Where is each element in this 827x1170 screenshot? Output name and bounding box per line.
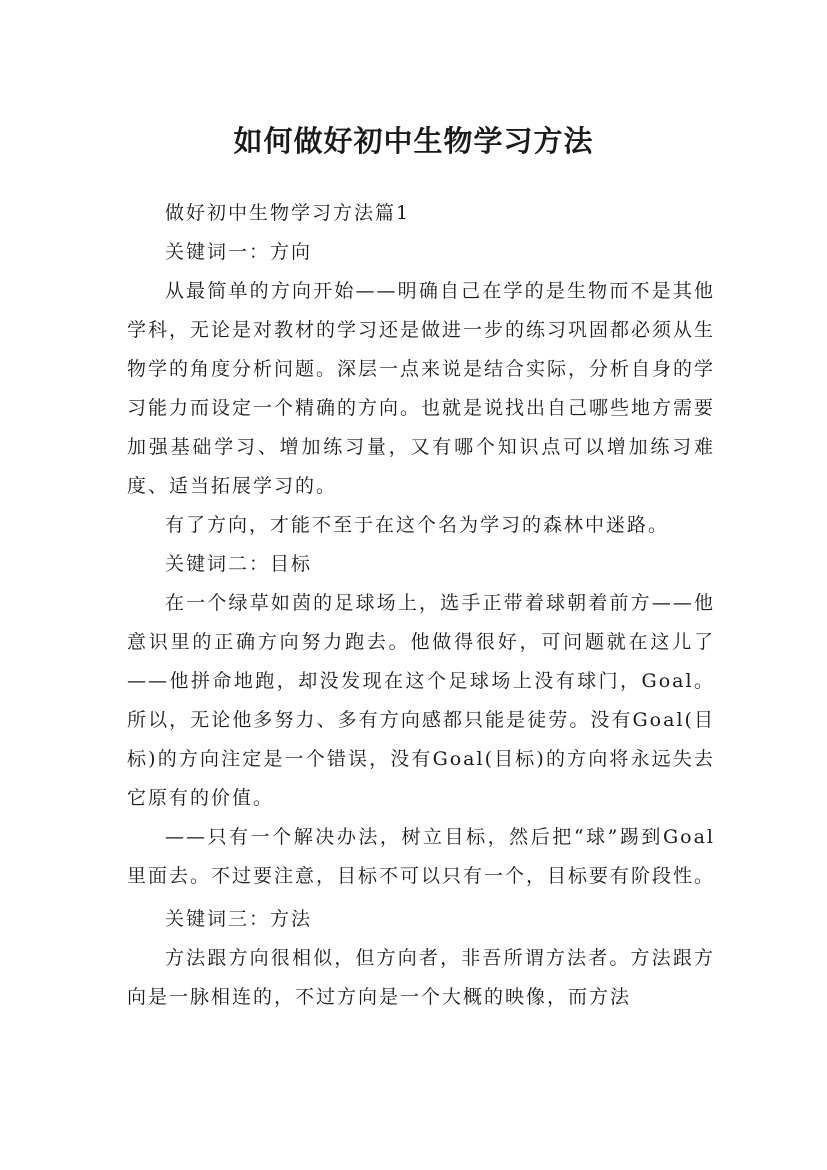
document-title: 如何做好初中生物学习方法 bbox=[233, 124, 594, 159]
keyword-heading-method: 关键词三：方法 bbox=[165, 908, 313, 930]
keyword-heading-direction: 关键词一：方向 bbox=[165, 241, 313, 263]
paragraph-goal-solution: ——只有一个解决办法，树立目标，然后把“球”踢到Goal里面去。不过要注意，目标不可以只有一个，目标要有阶段性。 bbox=[127, 826, 716, 887]
paragraph-direction-summary: 有了方向，才能不至于在这个名为学习的森林中迷路。 bbox=[165, 514, 670, 536]
section-heading: 做好初中生物学习方法篇1 bbox=[165, 202, 411, 224]
paragraph-method: 方法跟方向很相似，但方向者，非吾所谓方法者。方法跟方向是一脉相连的，不过方向是一个大概的映像，而方法 bbox=[127, 947, 715, 1008]
paragraph-goal: 在一个绿草如茵的足球场上，选手正带着球朝着前方——他意识里的正确方向努力跑去。他做得很好，可问题就在这儿了——他拼命地跑，却没发现在这个足球场上没有球门，Goal。所以，无论他多努力、多有方向感都只能是徒劳。没有Goal(目标)的方向注定是一个错误，没有Goal(目标)的方向将永远失去它原有的价值。 bbox=[127, 592, 715, 809]
keyword-heading-goal: 关键词二：目标 bbox=[165, 553, 313, 575]
paragraph-direction: 从最简单的方向开始——明确自己在学的是生物而不是其他学科，无论是对教材的学习还是做进一步的练习巩固都必须从生物学的角度分析问题。深层一点来说是结合实际，分析自身的学习能力而设定一个精确的方向。也就是说找出自己哪些地方需要加强基础学习、增加练习量，又有哪个知识点可以增加练习难度、适当拓展学习的。 bbox=[127, 280, 716, 497]
document-body bbox=[127, 194, 715, 1017]
